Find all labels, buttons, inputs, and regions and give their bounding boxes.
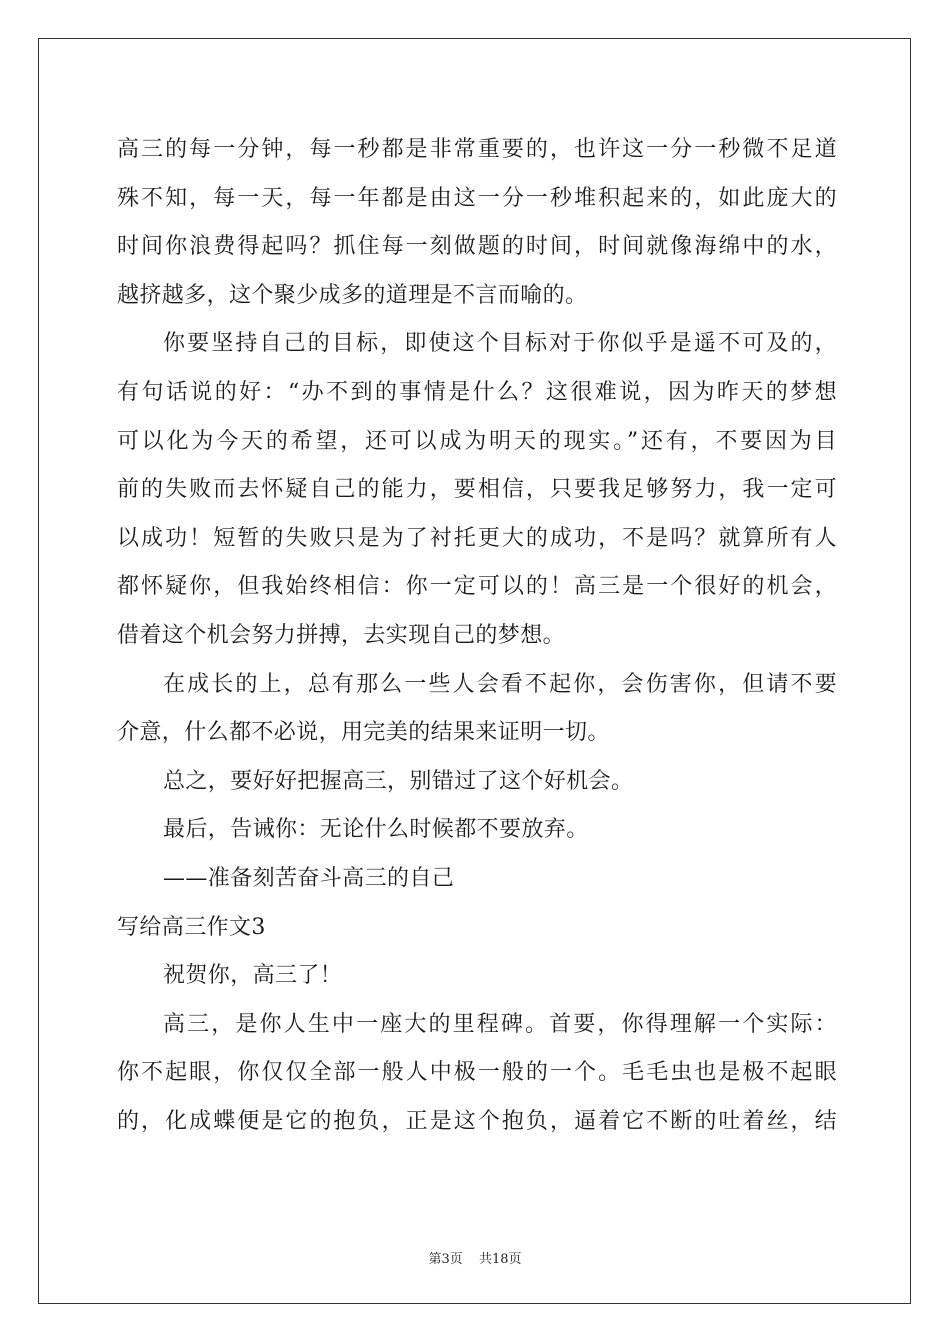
- text-line: 写给高三作文3: [117, 914, 266, 940]
- text-line: 你要坚持自己的目标，即使这个目标对于你似乎是遥不可及的，: [163, 331, 837, 357]
- text-line: 高三，是你人生中一座大的里程碑。首要，你得理解一个实际：: [163, 1011, 837, 1037]
- text-line: 越挤越多，这个聚少成多的道理是不言而喻的。: [117, 282, 588, 308]
- text-line: ——准备刻苦奋斗高三的自己: [163, 865, 455, 891]
- text-line: 以成功！短暂的失败只是为了衬托更大的成功，不是吗？就算所有人: [117, 525, 837, 551]
- page-footer: [0, 1248, 950, 1267]
- text-line: 的，化成蝶便是它的抱负，正是这个抱负，逼着它不断的吐着丝，结: [117, 1108, 837, 1134]
- text-line: 在成长的上，总有那么一些人会看不起你，会伤害你，但请不要: [163, 671, 837, 697]
- document-body: [117, 126, 837, 1146]
- text-line: 都怀疑你，但我始终相信：你一定可以的！高三是一个很好的机会，: [117, 574, 837, 600]
- text-line: 祝贺你，高三了！: [163, 963, 343, 989]
- text-line: 有句话说的好：“办不到的事情是什么？这很难说，因为昨天的梦想: [117, 379, 837, 405]
- text-line: 介意，什么都不必说，用完美的结果来证明一切。: [117, 720, 610, 746]
- text-line: 你不起眼，你仅仅全部一般人中极一般的一个。毛毛虫也是极不起眼: [117, 1060, 837, 1086]
- text-line: 借着这个机会努力拼搏，去实现自己的梦想。: [117, 622, 566, 648]
- page-total: 共18页: [478, 1252, 522, 1267]
- text-line: 最后，告诫你：无论什么时候都不要放弃。: [163, 817, 589, 843]
- text-line: 时间你浪费得起吗？抓住每一刻做题的时间，时间就像海绵中的水，: [117, 234, 837, 260]
- page-number: 第3页: [428, 1252, 463, 1267]
- text-line: 高三的每一分钟，每一秒都是非常重要的，也许这一分一秒微不足道: [117, 137, 837, 162]
- text-line: 殊不知，每一天，每一年都是由这一分一秒堆积起来的，如此庞大的: [117, 185, 837, 211]
- text-line: 前的失败而去怀疑自己的能力，要相信，只要我足够努力，我一定可: [117, 477, 837, 503]
- text-line: 总之，要好好把握高三，别错过了这个好机会。: [163, 768, 634, 794]
- text-line: 可以化为今天的希望，还可以成为明天的现实。”还有，不要因为目: [117, 428, 837, 454]
